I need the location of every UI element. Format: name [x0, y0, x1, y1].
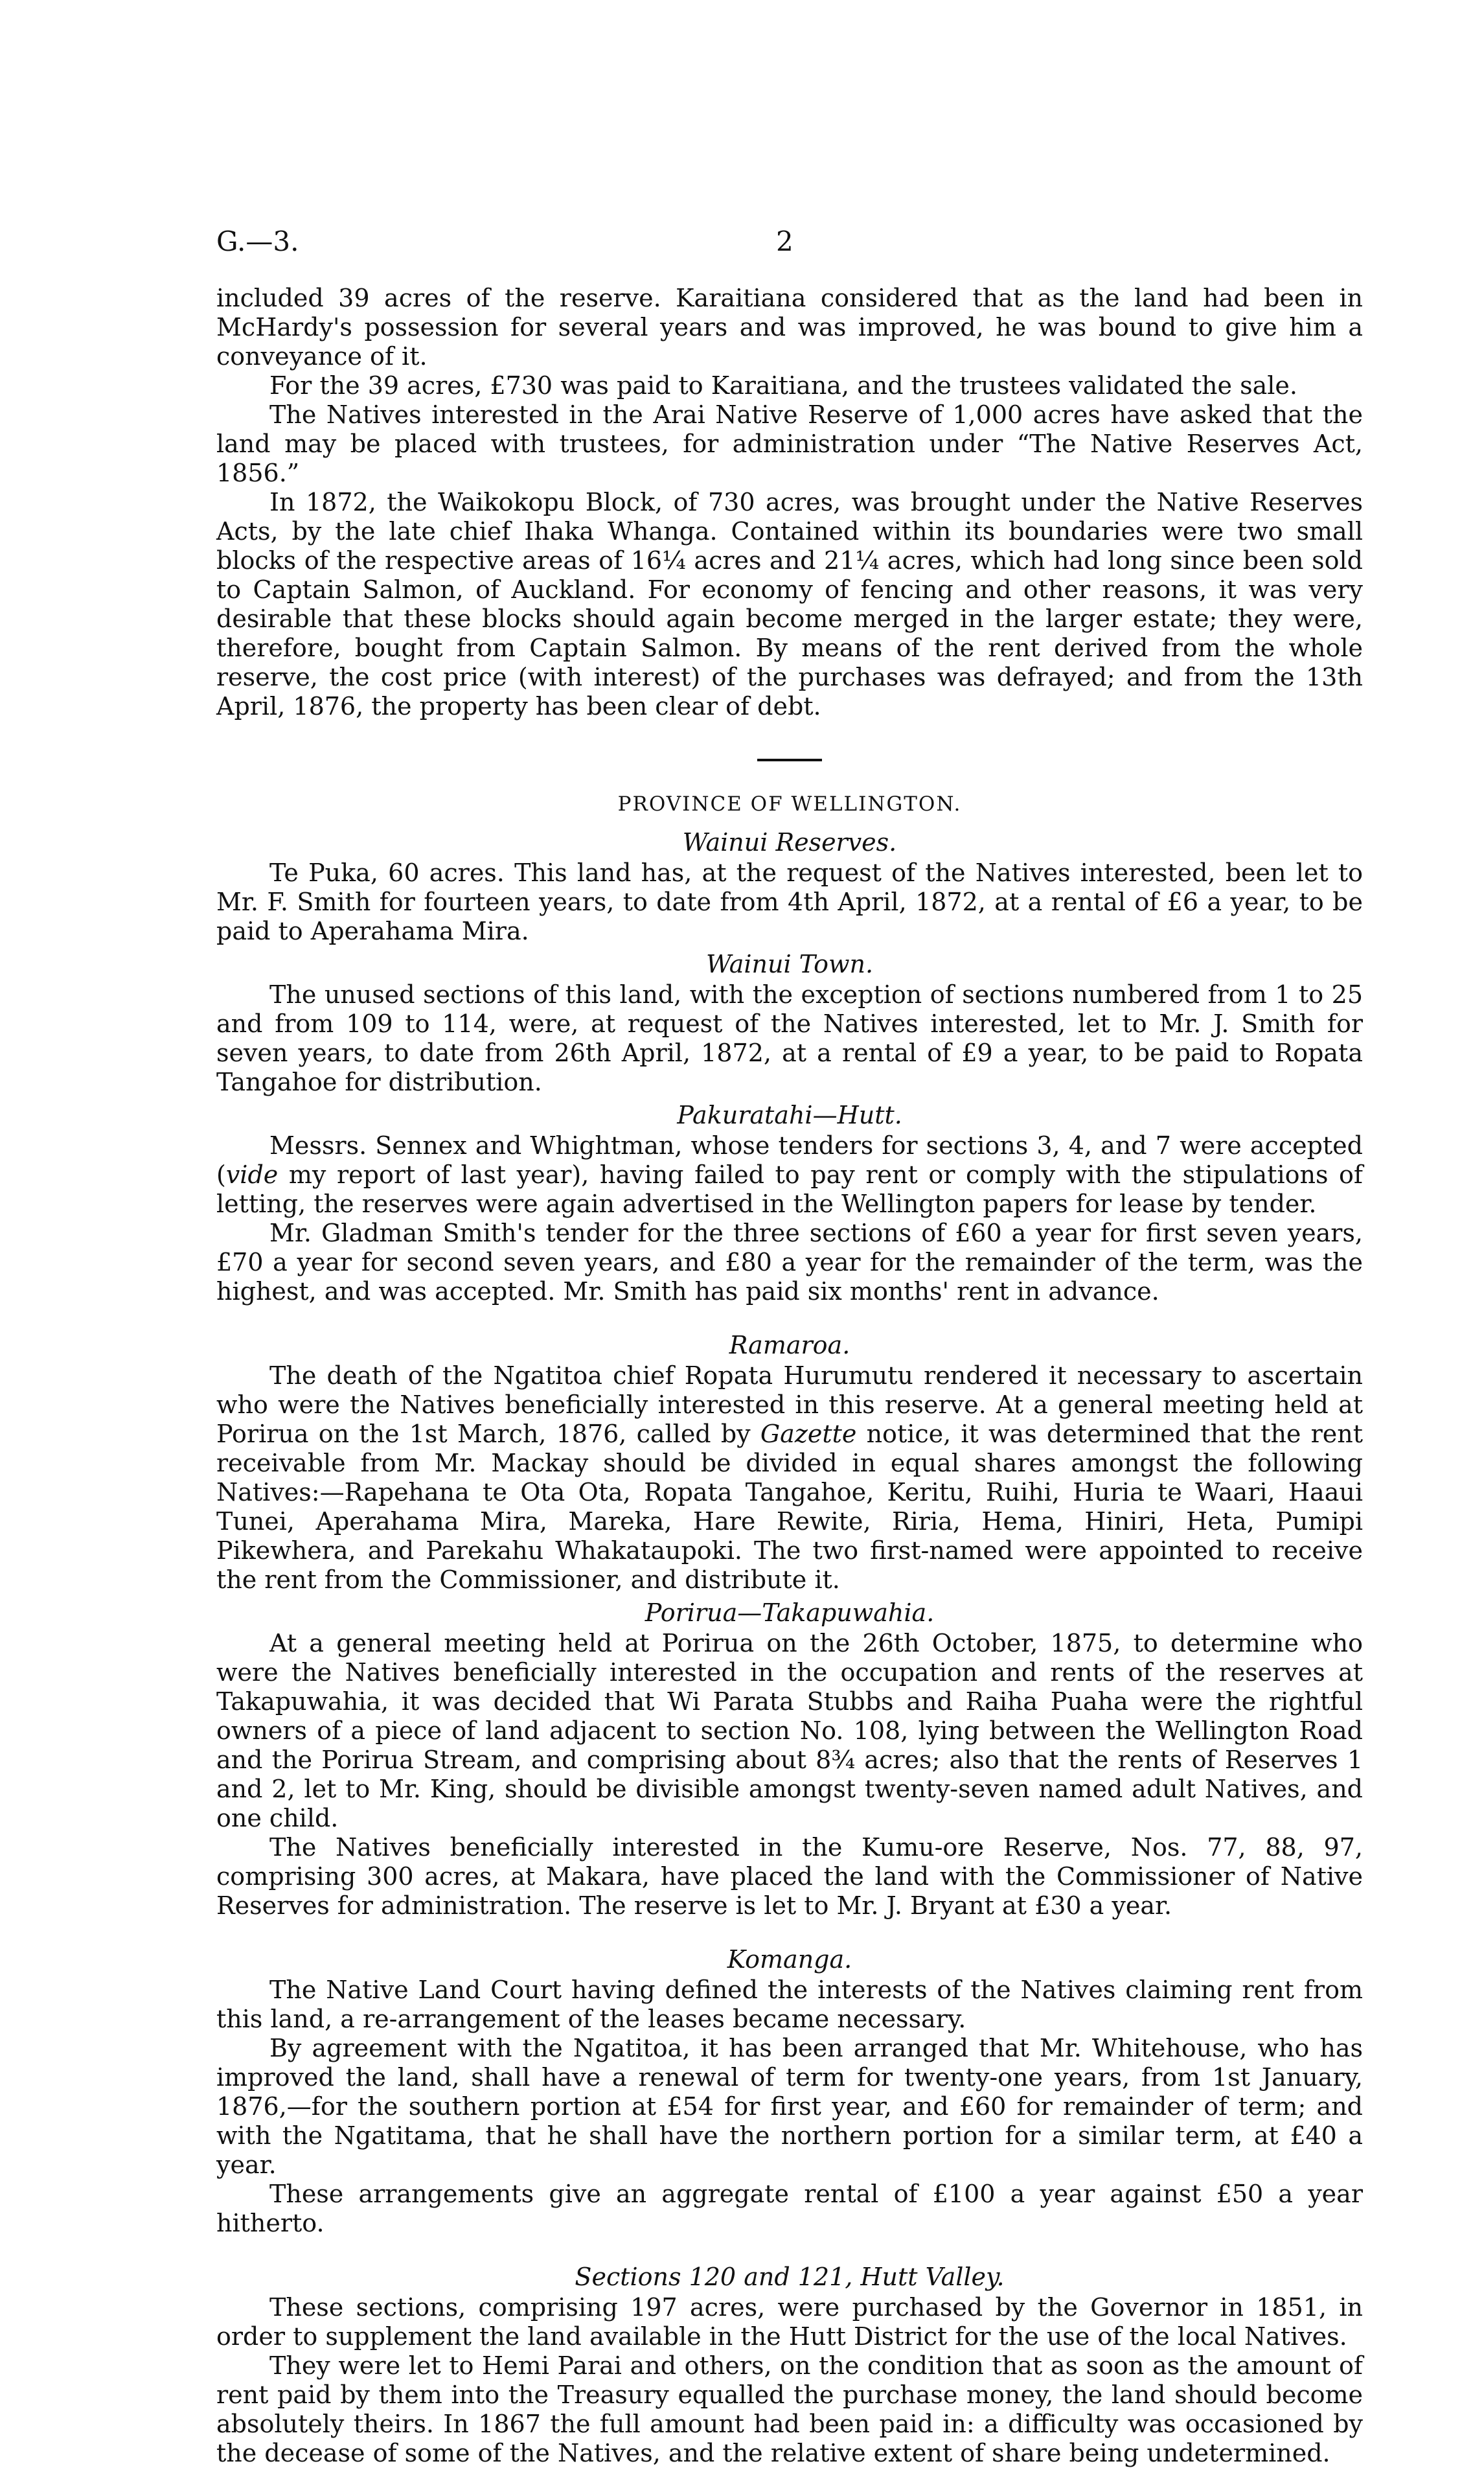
page-header [216, 225, 1363, 264]
page-number: 2 [776, 225, 793, 257]
document-id: G.—3. [216, 225, 299, 257]
section-paragraph: The Native Land Court having defined the interests of the Natives claiming rent from this land, a re-arrangement of the leases became necessary. [216, 1976, 1363, 2033]
section-heading-wainui-reserves: Wainui Reserves. [682, 828, 897, 857]
section-divider [757, 759, 822, 761]
text-run: notice, it was determined that the rent receivable from Mr. Mackay should be divided in equal shares amongst the following Natives:—Rapehana te Ota Ota, Ropata Tangahoe, Keritu, Ruihi, Huria te Waari, Haaui Tunei, Aperahama Mira, Mareka, Hare Rewite, Riria, Hema, Hiniri, Heta, Pumipi Pikewhera, and Parekahu Whakataupoki. The two first-named were appointed to receive the rent from the Commissioner, and distribute it. [216, 1420, 1364, 1594]
section-heading-ramaroa: Ramaroa. [729, 1331, 850, 1359]
section-paragraph: At a general meeting held at Porirua on the 26th October, 1875, to determine who were the Natives beneficially interested in the occupation and rents of the reserves at Takapuwahia, it was decided that Wi Parata Stubbs and Raiha Puaha were the rightful owners of a piece of land adjacent to section No. 108, lying between the Wellington Road and the Porirua Stream, and comprising about 8¾ acres; also that the rents of Reserves 1 and 2, let to Mr. King, should be divisible amongst twenty-seven named adult Natives, and one child. [216, 1629, 1363, 1832]
section-paragraph: Te Puka, 60 acres. This land has, at the request of the Natives interested, been let to Mr. F. Smith for fourteen years, to date from 4th April, 1872, at a rental of £6 a year, to be paid to Aperahama Mira. [216, 859, 1363, 945]
section-paragraph: They were let to Hemi Parai and others, on the condition that as soon as the amount of rent paid by them into the Treasury equalled the purchase money, the land should become absolutely theirs. In 1867 the full amount had been paid in: a difficulty was occasioned by the decease of some of the Natives, and the relative extent of share being undetermined. [216, 2351, 1363, 2467]
text-run: my report of last year), having failed to pay rent or comply with the stipulations of letting, the reserves were again advertised in the Wellington papers for lease by tender. [216, 1160, 1363, 1218]
page-body [216, 284, 1363, 2468]
section-heading-hutt-valley: Sections 120 and 121, Hutt Valley. [575, 2263, 1005, 2291]
section-paragraph: These arrangements give an aggregate rental of £100 a year against £50 a year hitherto. [216, 2180, 1363, 2237]
section-paragraph: Mr. Gladman Smith's tender for the three sections of £60 a year for first seven years, £70 a year for second seven years, and £80 a year for the remainder of the term, was the highest, and was accepted. Mr. Smith has paid six months' rent in advance. [216, 1219, 1363, 1306]
section-heading-wainui-town: Wainui Town. [705, 950, 874, 978]
italic-term: Gazette [760, 1420, 857, 1448]
text-run: Messrs. Sennex and Whightman, whose tenders for sections 3, 4, and 7 were accepted ( [216, 1131, 1363, 1189]
section-paragraph [216, 1131, 1363, 1219]
section-paragraph: These sections, comprising 197 acres, were purchased by the Governor in 1851, in order to supplement the land available in the Hutt District for the use of the local Natives. [216, 2293, 1363, 2351]
section-paragraph: The Natives beneficially interested in the Kumu-ore Reserve, Nos. 77, 88, 97, comprising 300 acres, at Makara, have placed the land with the Commissioner of Native Reserves for administration. The reserve is let to Mr. J. Bryant at £30 a year. [216, 1833, 1363, 1920]
intro-paragraph: included 39 acres of the reserve. Karaitiana considered that as the land had been in McHardy's possession for several years and was improved, he was bound to give him a conveyance of it. [216, 284, 1363, 371]
intro-paragraph: In 1872, the Waikokopu Block, of 730 acres, was brought under the Native Reserves Acts, by the late chief Ihaka Whanga. Contained within its boundaries were two small blocks of the respective areas of 16¼ acres and 21¼ acres, which had long since been sold to Captain Salmon, of Auckland. For economy of fencing and other reasons, it was very desirable that these blocks should again become merged in the larger estate; they were, therefore, bought from Captain Salmon. By means of the rent derived from the whole reserve, the cost price (with interest) of the purchases was defrayed; and from the 13th April, 1876, the property has been clear of debt. [216, 488, 1363, 721]
intro-paragraph: The Natives interested in the Arai Native Reserve of 1,000 acres have asked that the land may be placed with trustees, for administration under “The Native Reserves Act, 1856.” [216, 400, 1363, 487]
text-run: The death of the Ngatitoa chief Ropata Hurumutu rendered it necessary to ascertain who were the Natives beneficially interested in this reserve. At a general meeting held at Porirua on the 1st March, 1876, called by [216, 1361, 1363, 1448]
intro-paragraph: For the 39 acres, £730 was paid to Karaitiana, and the trustees validated the sale. [269, 371, 1297, 400]
section-heading-porirua: Porirua—Takapuwahia. [645, 1598, 935, 1627]
section-heading-komanga: Komanga. [727, 1945, 852, 1974]
section-paragraph [216, 1361, 1363, 1595]
italic-term: vide [225, 1160, 279, 1189]
section-paragraph: By agreement with the Ngatitoa, it has been arranged that Mr. Whitehouse, who has improved the land, shall have a renewal of term for twenty-one years, from 1st January, 1876,—for the southern portion at £54 for first year, and £60 for remainder of term; and with the Ngatitama, that he shall have the northern portion for a similar term, at £40 a year. [216, 2034, 1363, 2179]
section-heading-pakuratahi: Pakuratahi—Hutt. [677, 1101, 902, 1129]
section-paragraph: The unused sections of this land, with the exception of sections numbered from 1 to 25 and from 109 to 114, were, at request of the Natives interested, let to Mr. J. Smith for seven years, to date from 26th April, 1872, at a rental of £9 a year, to be paid to Ropata Tangahoe for distribution. [216, 980, 1363, 1096]
province-heading: PROVINCE OF WELLINGTON. [617, 792, 962, 816]
